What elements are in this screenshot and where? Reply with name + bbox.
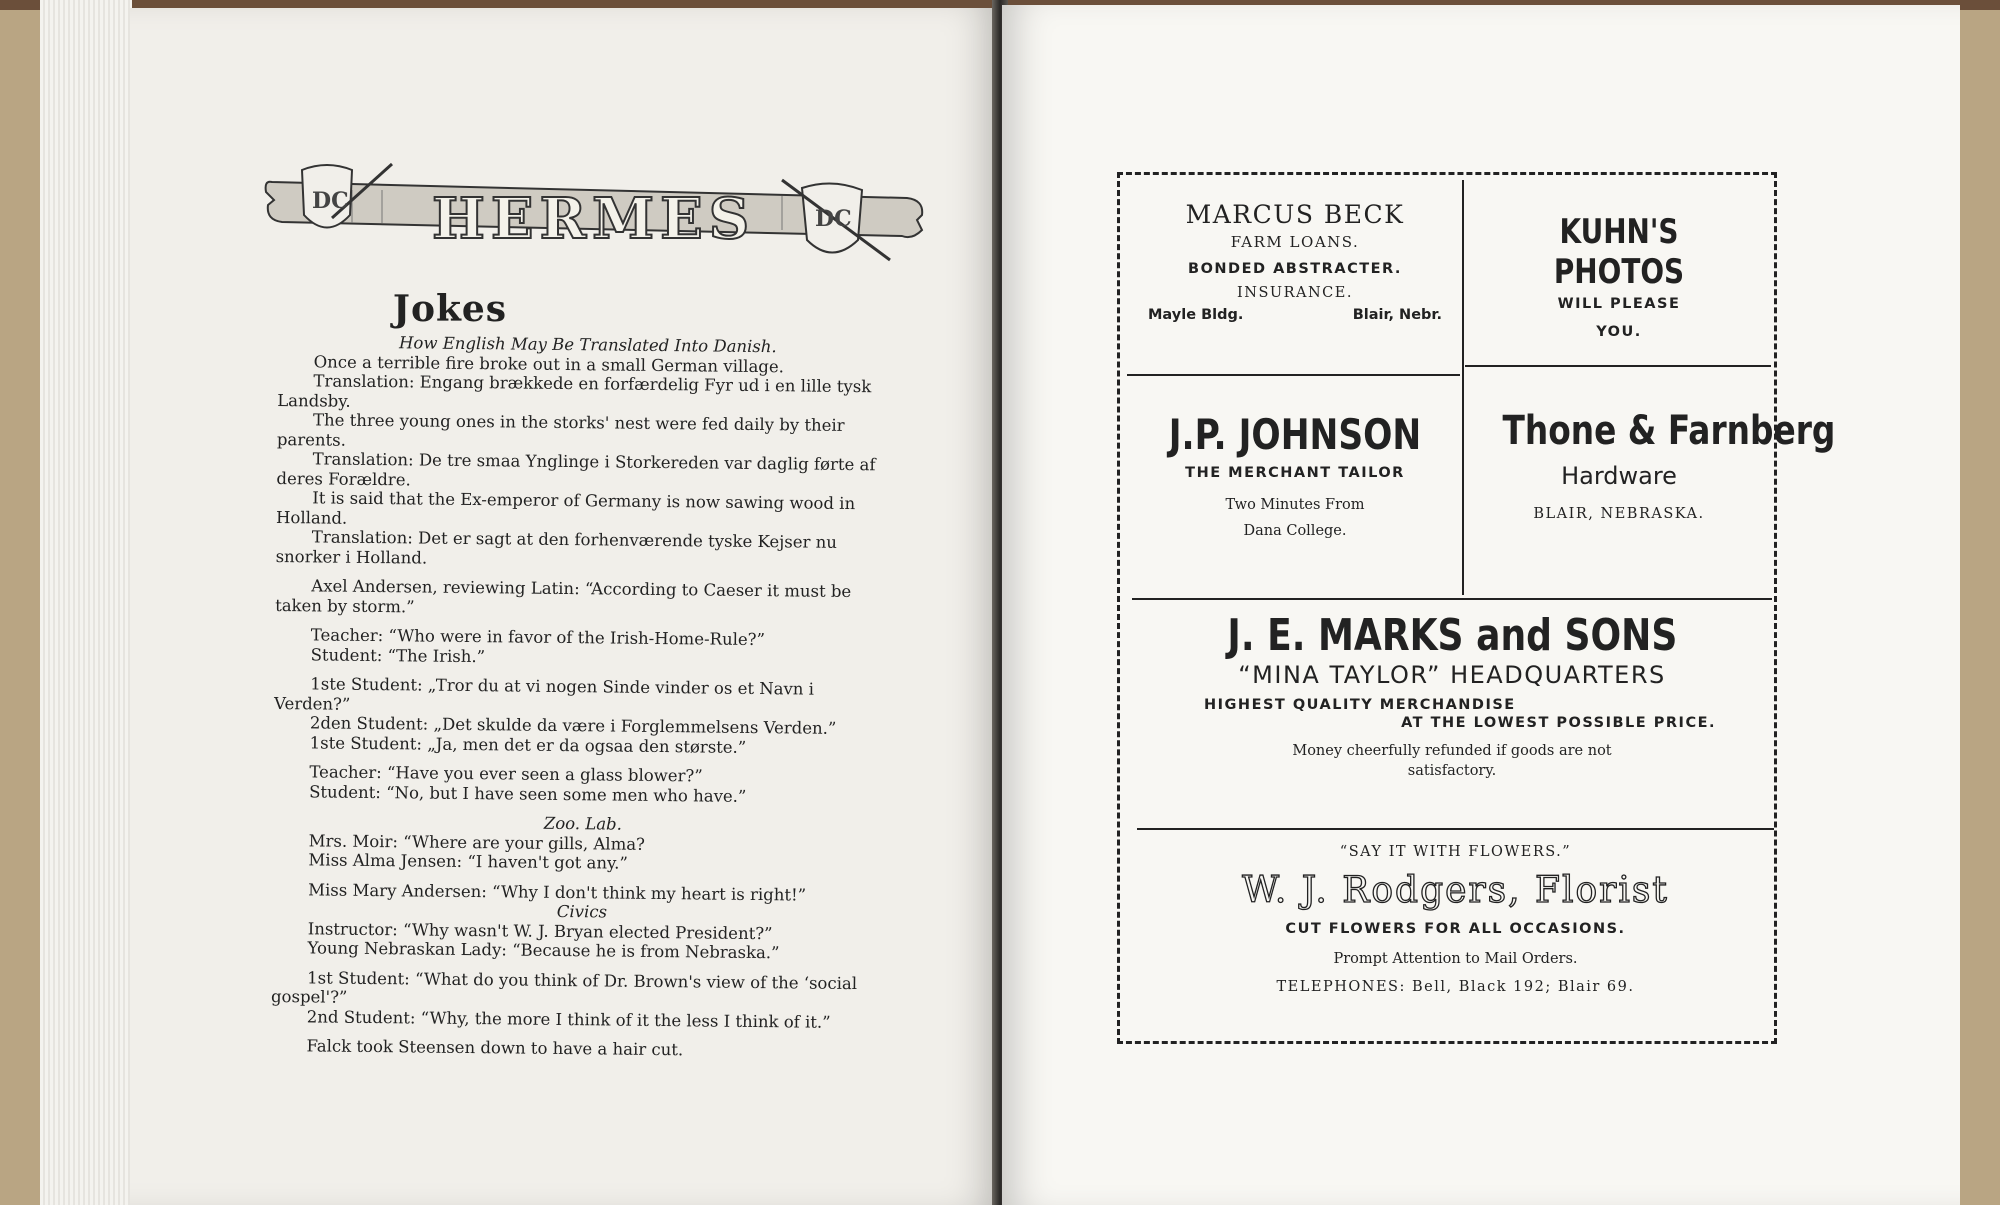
joke-line: Axel Andersen, reviewing Latin: “According to Caeser it must be taken by storm.” [275, 576, 852, 616]
joke-line: Falck took Steensen down to have a hair cut. [306, 1036, 684, 1060]
joke-line: Translation: De tre smaa Ynglinge i Storkereden var daglig førte af deres Forældre. [276, 449, 876, 489]
ad-je-marks [1132, 610, 1772, 779]
joke-line: How English May Be Translated Into Danish. [398, 333, 777, 357]
ad-line: BLAIR, NEBRASKA. [1533, 506, 1705, 522]
ad-line: TELEPHONES: Bell, Black 192; Blair 69. [1276, 979, 1635, 995]
ad-line: BONDED ABSTRACTER. [1188, 261, 1402, 277]
joke-line: The three young ones in the storks' nest were fed daily by their parents. [276, 410, 845, 450]
ad-line: Prompt Attention to Mail Orders. [1333, 951, 1578, 967]
ad-line: Money cheerfully refunded if goods are not [1292, 743, 1612, 759]
joke-line: Mrs. Moir: “Where are your gills, Alma? [308, 830, 646, 854]
ad-slogan: “SAY IT WITH FLOWERS.” [1339, 844, 1572, 860]
joke-line: Student: “The Irish.” [310, 644, 486, 666]
divider [1132, 598, 1772, 600]
joke-line: Zoo. Lab. [543, 813, 623, 834]
ad-wj-rodgers [1137, 844, 1774, 995]
jokes-heading: Jokes [392, 288, 508, 330]
ad-marcus-beck [1130, 200, 1460, 323]
divider [1137, 828, 1774, 830]
joke-line: Miss Alma Jensen: “I haven't got any.” [308, 850, 628, 873]
ad-title: J.P. JOHNSON [1168, 410, 1422, 459]
crest-monogram-left: DC [312, 188, 349, 214]
divider [1127, 374, 1460, 376]
ad-kuhns-photos [1466, 212, 1772, 340]
ad-title: MARCUS BECK [1185, 200, 1405, 229]
joke-line: Teacher: “Have you ever seen a glass blower?” [309, 762, 703, 786]
joke-line: Young Nebraskan Lady: “Because he is from Nebraska.” [307, 938, 780, 963]
ad-line: “MINA TAYLOR” HEADQUARTERS [1238, 661, 1666, 689]
joke-line: Miss Mary Andersen: “Why I don't think my heart is right!” [308, 879, 807, 905]
joke-line: Instructor: “Why wasn't W. J. Bryan elected President?” [307, 918, 773, 943]
joke-line: Civics [556, 901, 608, 922]
ad-thone-farnberg [1466, 408, 1836, 522]
ad-jp-johnson [1130, 410, 1460, 539]
joke-line: Teacher: “Who were in favor of the Irish-Home-Rule?” [310, 625, 766, 650]
ad-line: CUT FLOWERS FOR ALL OCCASIONS. [1285, 921, 1626, 937]
ad-city: Blair, Nebr. [1352, 307, 1442, 323]
ad-address: Mayle Bldg. [1148, 307, 1244, 323]
ad-line: satisfactory. [1407, 763, 1497, 779]
banner-title: HERMES [432, 186, 756, 252]
joke-line: It is said that the Ex-emperor of Germany is now sawing wood in Holland. [275, 488, 856, 528]
joke-line: Translation: Det er sagt at den forhenværende tyske Kejser nu snorker i Holland. [275, 527, 838, 568]
ad-title: KUHN'S PHOTOS [1553, 212, 1685, 292]
joke-line: Translation: Engang brækkede en forfærdelig Fyr ud i en lille tysk Landsby. [277, 371, 872, 411]
ad-line: YOU. [1596, 324, 1642, 340]
ad-line: INSURANCE. [1237, 285, 1353, 301]
joke-line: 1ste Student: „Ja, men det er da ogsaa den største.” [309, 732, 747, 757]
page-edges [40, 0, 132, 1205]
ad-title: J. E. MARKS and SONS [1226, 610, 1677, 661]
ad-line: Hardware [1561, 462, 1677, 490]
divider [1465, 365, 1771, 367]
ad-line: Dana College. [1243, 523, 1347, 539]
ad-title: W. J. Rodgers, Florist [1242, 870, 1669, 911]
joke-line: Student: “No, but I have seen some men who have.” [309, 781, 747, 806]
ad-line: FARM LOANS. [1230, 233, 1360, 251]
joke-line: 1ste Student: „Tror du at vi nogen Sinde vinder os et Navn i Verden?” [274, 674, 815, 714]
ad-line: HIGHEST QUALITY MERCHANDISE [1204, 697, 1516, 713]
jokes-list [270, 332, 898, 1062]
joke-line: 2den Student: „Det skulde da være i Forglemmelsens Verden.” [309, 713, 837, 738]
ad-line: AT THE LOWEST POSSIBLE PRICE. [1401, 715, 1716, 731]
ad-line: Two Minutes From [1225, 497, 1365, 513]
joke-line: Once a terrible fire broke out in a small German village. [313, 351, 785, 376]
joke-line: 2nd Student: “Why, the more I think of it the less I think of it.” [306, 1006, 831, 1032]
hermes-banner [262, 160, 932, 270]
crest-monogram-right: DC [815, 206, 852, 232]
joke-line: 1st Student: “What do you think of Dr. Brown's view of the ‘social gospel'?” [270, 967, 858, 1007]
divider [1462, 180, 1464, 595]
ad-line: THE MERCHANT TAILOR [1185, 465, 1405, 481]
ad-line: WILL PLEASE [1557, 296, 1681, 312]
ad-title: Thone & Farnberg [1502, 408, 1836, 454]
